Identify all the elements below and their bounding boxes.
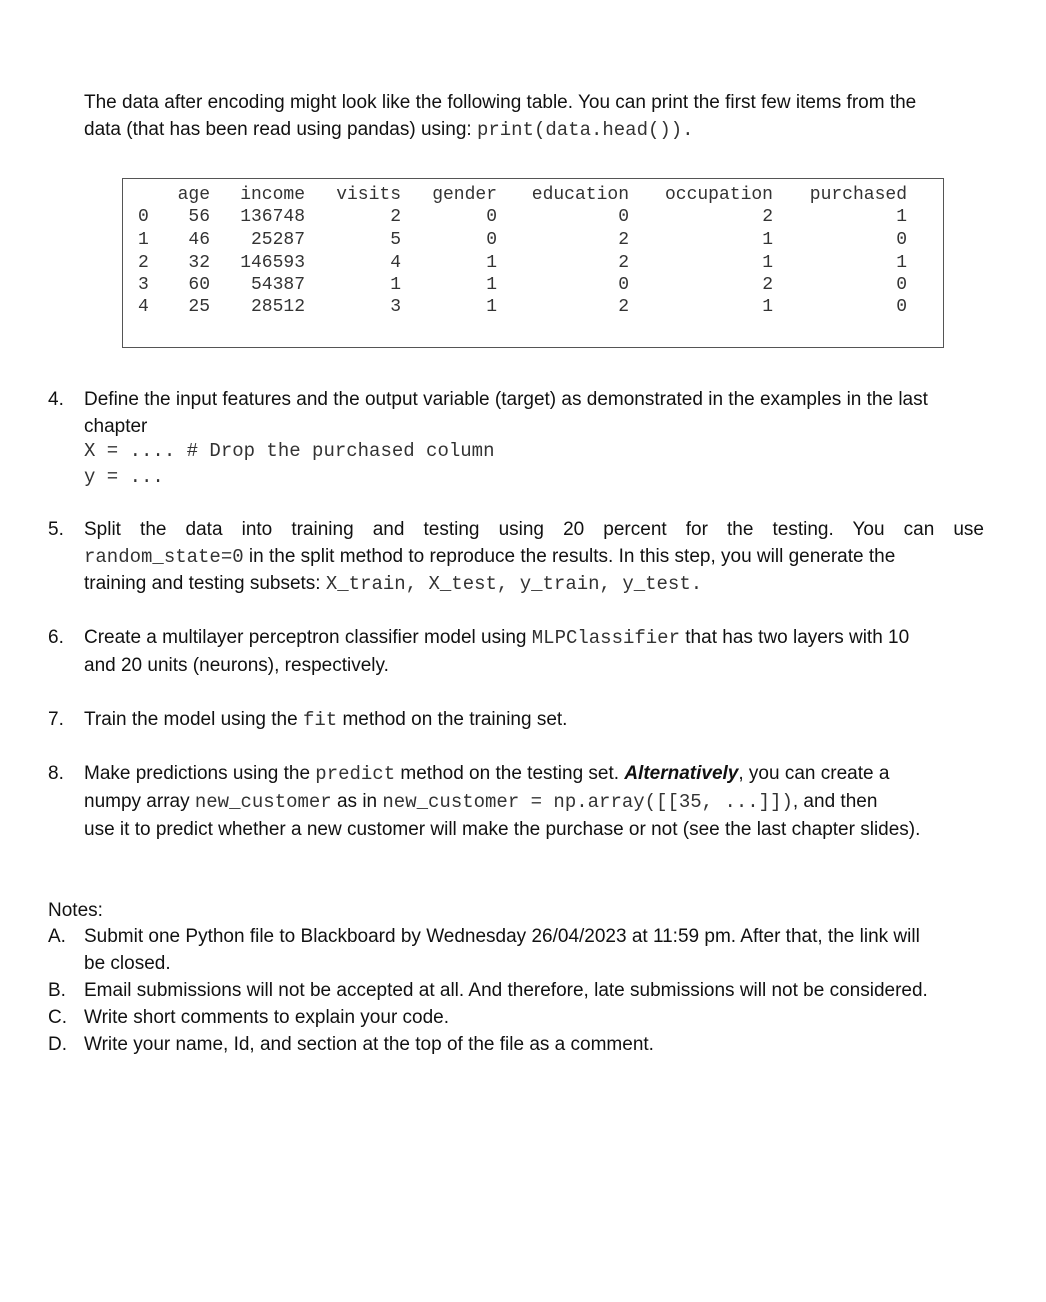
step-5-line-2-text: in the split method to reproduce the results. In this step, you will generate the	[243, 546, 896, 567]
table-cell-age: 56	[188, 207, 210, 227]
table-cell-income: 146593	[240, 253, 305, 273]
table-cell-age: 25	[188, 297, 210, 317]
table-cell-visits: 4	[390, 253, 401, 273]
step-7-text: Train the model using the	[84, 709, 303, 730]
step-8-text-1: Make predictions using the	[84, 763, 316, 784]
table-cell-education: 2	[618, 253, 629, 273]
table-cell-visits: 1	[390, 275, 401, 295]
step-6-line-1-text-2: that has two layers with 10	[680, 627, 910, 648]
table-cell-purchased: 0	[896, 230, 907, 250]
column-header-visits: visits	[336, 185, 401, 205]
step-8-code-new-customer: new_customer	[194, 791, 332, 813]
table-cell-income: 28512	[250, 297, 305, 317]
step-6-line-2: and 20 units (neurons), respectively.	[84, 655, 389, 676]
intro-code-print: print(data.head()).	[476, 119, 694, 141]
step-5-number: 5.	[48, 519, 64, 540]
column-header-age: age	[177, 185, 210, 205]
column-header-occupation: occupation	[664, 185, 773, 205]
step-5-line-2	[84, 543, 984, 571]
step-8-line-3: use it to predict whether a new customer will make the purchase or not (see the last chapter slides).	[84, 819, 921, 840]
step-8-line-2	[84, 788, 984, 816]
row-index: 1	[138, 230, 149, 250]
step-7-text-2: method on the training set.	[337, 709, 568, 730]
step-8-number: 8.	[48, 763, 64, 784]
step-8-line-1	[84, 760, 984, 788]
table-cell-age: 60	[188, 275, 210, 295]
table-cell-purchased: 1	[896, 253, 907, 273]
step-4-text: Define the input features and the output variable (target) as demonstrated in the examples in the last chapter	[84, 389, 928, 437]
table-cell-purchased: 0	[896, 297, 907, 317]
table-cell-income: 25287	[250, 230, 305, 250]
table-cell-occupation: 1	[762, 253, 773, 273]
column-header-purchased: purchased	[809, 185, 907, 205]
intro-line-2-text: data (that has been read using pandas) using:	[84, 119, 477, 140]
intro-line-2	[84, 116, 984, 144]
table-cell-occupation: 1	[762, 297, 773, 317]
data-head-table	[122, 178, 944, 348]
table-cell-purchased: 1	[896, 207, 907, 227]
step-4-code-x: X = .... # Drop the purchased column	[84, 440, 495, 462]
row-index: 4	[138, 297, 149, 317]
note-c-line-1: Write short comments to explain your code.	[84, 1007, 450, 1028]
note-c-letter: C.	[48, 1007, 67, 1028]
step-8-text-2: method on the testing set.	[395, 763, 625, 784]
step-8-code-array: new_customer = np.array([[35, ...]])	[382, 791, 793, 813]
step-6-number: 6.	[48, 627, 64, 648]
step-4-code-y: y = ...	[84, 466, 164, 488]
notes-heading: Notes:	[48, 900, 103, 921]
step-5-code-random-state: random_state=0	[84, 546, 244, 568]
note-a-letter: A.	[48, 926, 66, 947]
table-cell-age: 46	[188, 230, 210, 250]
step-5-line-3-text: training and testing subsets:	[84, 573, 326, 594]
table-cell-gender: 0	[486, 207, 497, 227]
step-7-code-fit: fit	[302, 709, 338, 731]
step-6-line-1-text: Create a multilayer perceptron classifier model using	[84, 627, 532, 648]
table-cell-gender: 1	[486, 275, 497, 295]
step-8-text-4: numpy array	[84, 791, 195, 812]
table-cell-education: 2	[618, 297, 629, 317]
step-5-line-3	[84, 570, 984, 598]
table-cell-gender: 1	[486, 297, 497, 317]
column-header-education: education	[531, 185, 629, 205]
table-cell-visits: 3	[390, 297, 401, 317]
table-cell-income: 54387	[250, 275, 305, 295]
row-index: 2	[138, 253, 149, 273]
table-cell-occupation: 2	[762, 207, 773, 227]
row-index: 3	[138, 275, 149, 295]
table-cell-gender: 0	[486, 230, 497, 250]
table-cell-visits: 2	[390, 207, 401, 227]
step-6-code-mlp: MLPClassifier	[531, 627, 680, 649]
step-6-line-1	[84, 624, 984, 652]
table-cell-purchased: 0	[896, 275, 907, 295]
note-a-line-2: be closed.	[84, 953, 171, 974]
step-8-text-5: as in	[331, 791, 383, 812]
table-cell-occupation: 1	[762, 230, 773, 250]
table-cell-occupation: 2	[762, 275, 773, 295]
table-cell-education: 2	[618, 230, 629, 250]
row-index: 0	[138, 207, 149, 227]
step-8-code-predict: predict	[315, 763, 396, 785]
intro-line-1: The data after encoding might look like the following table. You can print the first few items from the	[84, 92, 917, 113]
step-7-line	[84, 706, 984, 734]
table-cell-education: 0	[618, 207, 629, 227]
step-8-alternatively: Alternatively	[624, 763, 739, 784]
note-a-line-1: Submit one Python file to Blackboard by Wednesday 26/04/2023 at 11:59 pm. After that, the link will	[84, 926, 920, 947]
table-cell-age: 32	[188, 253, 210, 273]
step-5-code-subsets: X_train, X_test, y_train, y_test.	[325, 573, 703, 595]
table-cell-visits: 5	[390, 230, 401, 250]
note-d-letter: D.	[48, 1034, 67, 1055]
note-b-letter: B.	[48, 980, 66, 1001]
step-8-text-3: , you can create a	[738, 763, 890, 784]
table-cell-education: 0	[618, 275, 629, 295]
step-7-number: 7.	[48, 709, 64, 730]
step-5-line-1: Split the data into training and testing using 20 percent for the testing. You can use	[84, 519, 984, 540]
column-header-income: income	[240, 185, 305, 205]
table-cell-gender: 1	[486, 253, 497, 273]
column-header-gender: gender	[432, 185, 497, 205]
note-b-line-1: Email submissions will not be accepted at all. And therefore, late submissions will not be considered.	[84, 980, 928, 1001]
note-d-line-1: Write your name, Id, and section at the top of the file as a comment.	[84, 1034, 654, 1055]
step-8-text-6: , and then	[792, 791, 878, 812]
step-4-number: 4.	[48, 389, 64, 410]
table-cell-income: 136748	[240, 207, 305, 227]
